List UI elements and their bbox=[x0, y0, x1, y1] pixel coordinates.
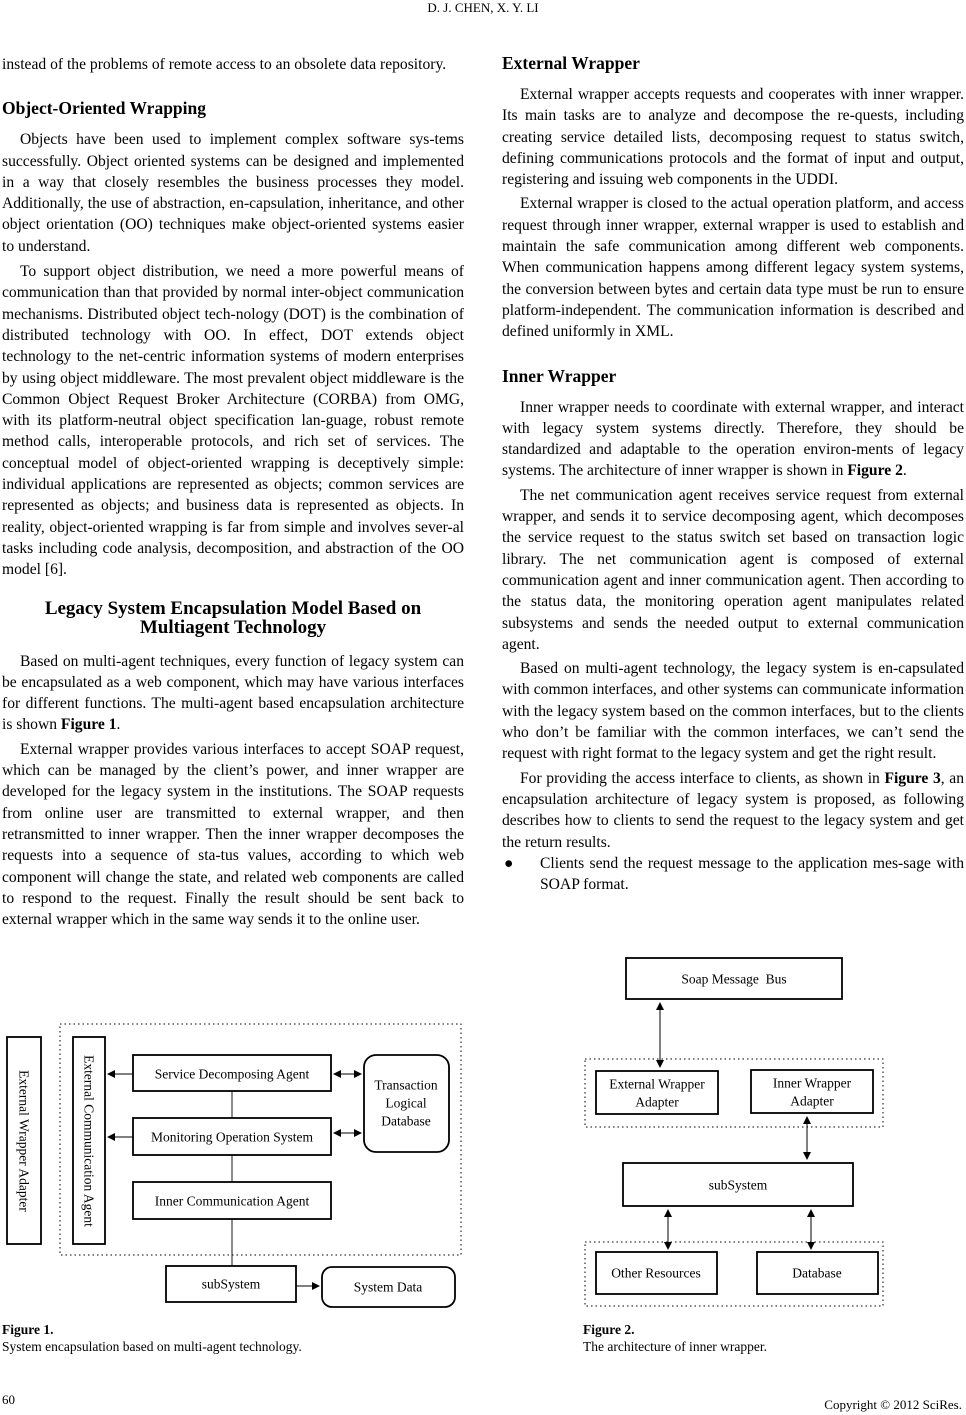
external-wrapper-adapter-label-2: Adapter bbox=[635, 1094, 679, 1110]
paragraph-intro: instead of the problems of remote access to an obsolete data repository. bbox=[2, 56, 447, 73]
subsystem-label: subSystem bbox=[708, 1177, 768, 1193]
transaction-label-line-2: Logical bbox=[385, 1095, 427, 1111]
paragraph-oow-2: To support object distribution, we need a more powerful means of communication than that provided by normal inter-object communication mechanisms. Distributed object tech-nology (DOT) is the combination of distributed technology with OO. In effect, DOT extends object technology to the net-centric information systems of modern enterprises by using object middleware. The most prevalent object middleware is the Common Object Request Broker Architecture (CORBA) from OMG, with its platform-neutral object specification lan-guage, robust remote method calls, interoperable protocols, and rich set of services. The conceptual model of object-oriented wrapping is deceptively simple: individual applications are represented as objects; common services are represented as objects; and business data is represented as objects. In reality, object-oriented wrapping is far from simple and involves sever-al tasks including code analysis, decomposition, and abstraction of the OO model [6]. bbox=[2, 263, 464, 579]
paragraph-ext-1: External wrapper accepts requests and cooperates with inner wrapper. Its main tasks are to analyze and decompose the re-quests, including creating service detailed lists, decomposing request to status switch, defining communications protocols and the format of input and output, registering and issuing web components in the UDDI. bbox=[502, 86, 964, 189]
heading-external-wrapper: External Wrapper bbox=[502, 53, 640, 73]
page-number: 60 bbox=[2, 1392, 15, 1407]
heading-legacy-line-2: Multiagent Technology bbox=[139, 616, 327, 638]
figure-2-diagram bbox=[582, 945, 888, 1311]
inner-wrapper-adapter-label-2: Adapter bbox=[790, 1093, 834, 1109]
figure-2-caption-text: The architecture of inner wrapper. bbox=[583, 1339, 768, 1354]
external-wrapper-adapter-label-1: External Wrapper bbox=[609, 1076, 705, 1092]
heading-legacy-line-1: Legacy System Encapsulation Model Based on bbox=[44, 597, 422, 619]
paragraph-inner-2: The net communication agent receives service request from external wrapper, and sends it to service decomposing agent, which decomposes the service request to the status switch set based on transaction logic library. The net communication agent is composed of external communication agent and inner communication agent. Then according to the status data, the monitoring operation agent manipulates related subsystems and sends the needed output to external communication agent. bbox=[502, 486, 964, 653]
copyright-notice: Copyright © 2012 SciRes. bbox=[824, 1397, 962, 1412]
inner-wrapper-adapter-label-1: Inner Wrapper bbox=[772, 1075, 852, 1091]
database-label: Database bbox=[792, 1265, 842, 1281]
figure-1-caption-label: Figure 1. bbox=[2, 1322, 54, 1337]
bullet-dot-icon: ● bbox=[504, 854, 514, 872]
figure-2-caption-label: Figure 2. bbox=[583, 1322, 635, 1337]
paragraph-ext-2: External wrapper is closed to the actual operation platform, and access request through inner wrapper, external wrapper is used to establish and maintain the safe communication among different web components. When communication happens among different legacy system systems, the conversion between bytes and certain data type must be run to ensure platform-independent. The communication information is described and defined uniformly in XML. bbox=[502, 195, 964, 341]
figure-2-reference: Figure 2 bbox=[847, 462, 903, 480]
heading-object-oriented-wrapping: Object-Oriented Wrapping bbox=[2, 98, 207, 119]
transaction-label-line-1: Transaction bbox=[374, 1077, 438, 1093]
paragraph-oow-1: Objects have been used to implement complex software sys-tems successfully. Object oriented systems can be designed and implemented in a way that closely resembles the business processes they model. Additionally, the use of abstraction, en-capsulation, inheritance, and other object orientation (OO) techniques make object-oriented systems easier to understand. bbox=[2, 131, 464, 255]
transaction-label-line-3: Database bbox=[381, 1113, 431, 1129]
soap-message-bus-label: Soap Message Bus bbox=[681, 971, 787, 987]
monitoring-operation-system-label: Monitoring Operation System bbox=[151, 1129, 313, 1145]
figure-1-caption-text: System encapsulation based on multi-agent technology. bbox=[2, 1339, 302, 1354]
paragraph-inner-3: Based on multi-agent technology, the legacy system is en-capsulated with common interfaces, and other systems can communicate information with the legacy system based on the common interfaces, but to the clients who don’t be familiar with the common interfaces, we can’t send the request with right format to the legacy system and get the right result. bbox=[502, 660, 964, 763]
paragraph-legacy-2: External wrapper provides various interfaces to accept SOAP request, which can be managed by the client’s power, and inner wrapper are developed for the legacy system in the institutions. The SOAP requests from online user are transmitted to external wrapper, and then retransmitted to inner wrapper. Then the inner wrapper decomposes the requests into a sequence of sta-tus values, according to which web component will change the state, and related web components are called to respond to the request. Finally the result should be sent back to external wrapper which in the same way sends it to the online user. bbox=[2, 740, 464, 929]
external-wrapper-adapter-label: External Wrapper Adapter bbox=[16, 1070, 32, 1212]
subsystem-label: subSystem bbox=[201, 1276, 261, 1292]
paragraph-inner-4: For providing the access interface to clients, as shown in Figure 3, an encapsulation architecture of legacy system is proposed, as following describes how to clients to send the request to the legacy system and get the return results. bbox=[502, 769, 964, 851]
running-head: D. J. CHEN, X. Y. LI bbox=[427, 0, 539, 15]
figure-1-reference: Figure 1 bbox=[60, 716, 117, 734]
figure-1-caption bbox=[2, 1321, 302, 1355]
inner-communication-agent-label: Inner Communication Agent bbox=[154, 1193, 310, 1209]
service-decomposing-agent-label: Service Decomposing Agent bbox=[154, 1066, 310, 1082]
right-column bbox=[502, 52, 964, 895]
other-resources-label: Other Resources bbox=[611, 1265, 701, 1281]
heading-inner-wrapper: Inner Wrapper bbox=[502, 365, 617, 386]
left-column bbox=[2, 54, 464, 930]
system-data-label: System Data bbox=[353, 1279, 423, 1295]
figure-1-diagram bbox=[2, 1018, 468, 1313]
paragraph-legacy-1: Based on multi-agent techniques, every function of legacy system can be encapsulated as a web component, which may have various interfaces for different functions. The multi-agent based encapsulation architecture is shown Figure 1. bbox=[2, 652, 464, 734]
bullet-item: ● Clients send the request message to the application mes-sage with SOAP format. bbox=[502, 853, 964, 896]
figure-2-caption bbox=[583, 1321, 767, 1355]
external-communication-agent-label: External Communication Agent bbox=[81, 1055, 97, 1227]
paragraph-inner-1: Inner wrapper needs to coordinate with external wrapper, and interact with legacy system systems directly. Therefore, they should be standardized and adaptable to the operation environ-ments of legacy systems. The architecture of inner wrapper is shown in Figure 2. bbox=[502, 398, 964, 480]
figure-3-reference: Figure 3 bbox=[884, 769, 941, 787]
